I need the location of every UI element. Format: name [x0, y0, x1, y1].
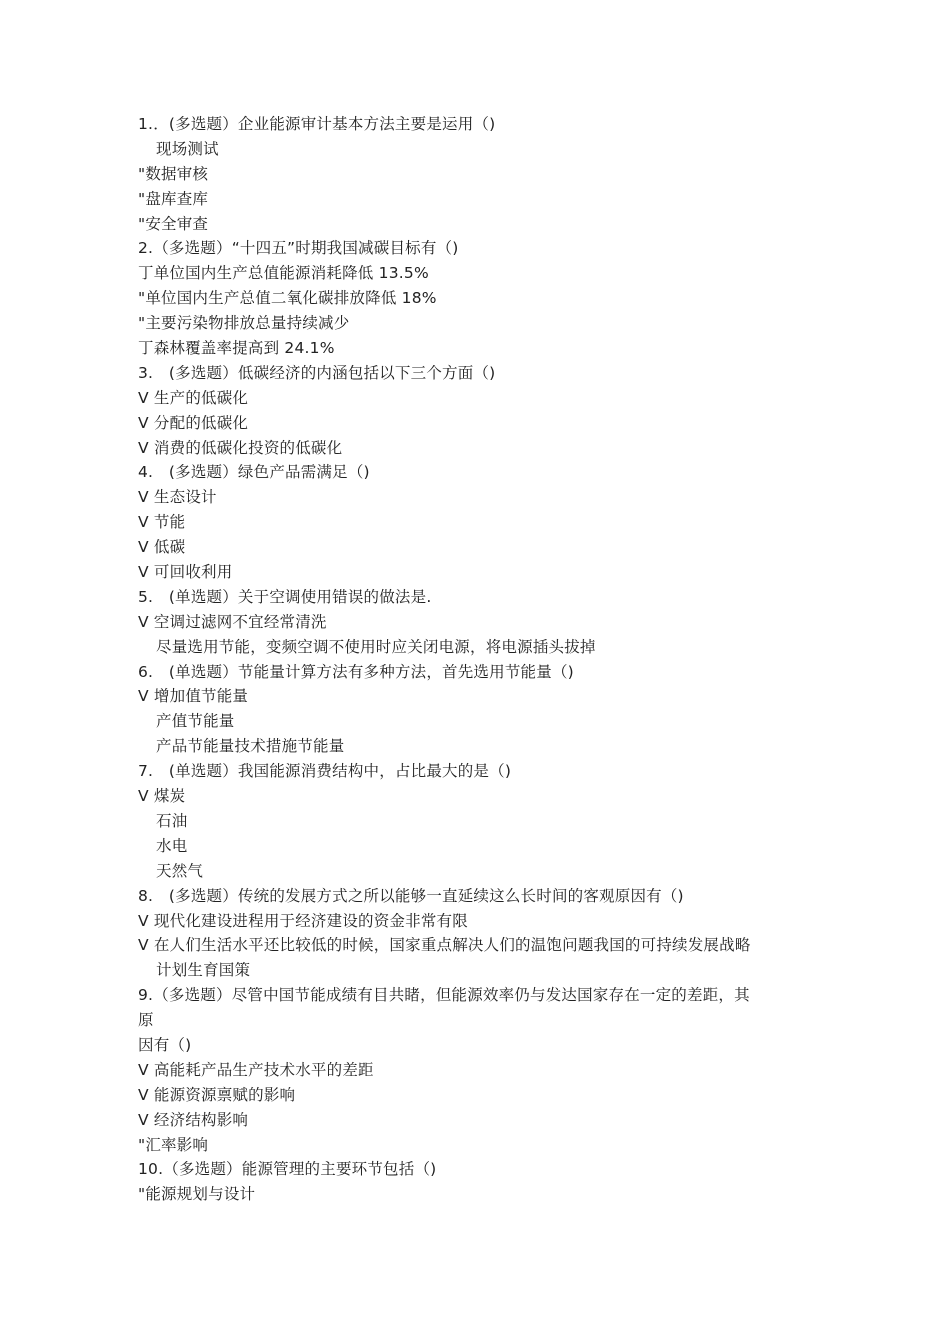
document-line: 丁单位国内生产总值能源消耗降低 13.5% [138, 264, 429, 283]
document-line: 6. (单选题）节能量计算方法有多种方法，首先选用节能量（) [138, 662, 574, 681]
document-line: 原 [138, 1011, 154, 1030]
document-line: "汇率影响 [138, 1135, 209, 1154]
document-line: V 可回收利用 [138, 563, 233, 582]
document-line: "主要污染物排放总量持续减少 [138, 314, 350, 333]
document-line: "能源规划与设计 [138, 1185, 256, 1204]
document-line: 4. (多选题）绿色产品需满足（) [138, 463, 370, 482]
document-line: 9.（多选题）尽管中国节能成绩有目共睹，但能源效率仍与发达国家存在一定的差距，其 [138, 986, 750, 1005]
document-line: V 生产的低碳化 [138, 388, 249, 407]
document-line: 1.．(多选题）企业能源审计基本方法主要是运用（) [138, 115, 496, 133]
document-line: 天然气 [156, 861, 204, 880]
document-line: 水电 [156, 836, 188, 855]
document-line: V 节能 [138, 513, 186, 532]
document-body [138, 112, 818, 1207]
document-line: 3. (多选题）低碳经济的内涵包括以下三个方面（) [138, 363, 496, 382]
document-line: V 消费的低碳化投资的低碳化 [138, 438, 343, 457]
document-line: "安全审查 [138, 214, 209, 233]
document-line: 现场测试 [156, 139, 219, 158]
document-line: V 增加值节能量 [138, 687, 249, 706]
document-line: V 现代化建设进程用于经济建设的资金非常有限 [138, 911, 468, 930]
document-line: V 生态设计 [138, 488, 217, 507]
document-line: V 高能耗产品生产技术水平的差距 [138, 1060, 374, 1079]
document-line: V 空调过滤网不宜经常清洗 [138, 612, 327, 631]
document-line: 7. (单选题）我国能源消费结构中，占比最大的是（) [138, 762, 512, 781]
document-line: 10.（多选题）能源管理的主要环节包括（) [138, 1160, 437, 1179]
document-line: "数据审核 [138, 164, 209, 183]
document-line: V 分配的低碳化 [138, 413, 249, 432]
document-line: 产品节能量技术措施节能量 [156, 737, 345, 756]
document-line: 计划生育国策 [156, 961, 251, 980]
document-line: 5. (单选题）关于空调使用错误的做法是. [138, 587, 432, 606]
document-line: V 经济结构影响 [138, 1110, 249, 1129]
document-line: "单位国内生产总值二氧化碳排放降低 18% [138, 289, 437, 308]
document-line: 石油 [156, 811, 188, 830]
document-line: V 在人们生活水平还比较低的时候，国家重点解决人们的温饱问题我国的可持续发展战略 [138, 936, 751, 955]
document-line: V 低碳 [138, 538, 186, 557]
document-line: 2.（多选题）“十四五”时期我国减碳目标有（) [138, 239, 459, 258]
document-line: 因有（) [138, 1035, 192, 1054]
document-line: 产值节能量 [156, 712, 235, 731]
document-line: V 能源资源禀赋的影响 [138, 1085, 296, 1104]
document-line: V 煤炭 [138, 787, 186, 806]
document-line: 丁森林覆盖率提高到 24.1% [138, 339, 335, 358]
document-line: "盘库查库 [138, 189, 209, 208]
document-line: 8. (多选题）传统的发展方式之所以能够一直延续这么长时间的客观原因有（) [138, 886, 684, 905]
document-line: 尽量选用节能，变频空调不使用时应关闭电源，将电源插头拔掉 [156, 637, 596, 656]
